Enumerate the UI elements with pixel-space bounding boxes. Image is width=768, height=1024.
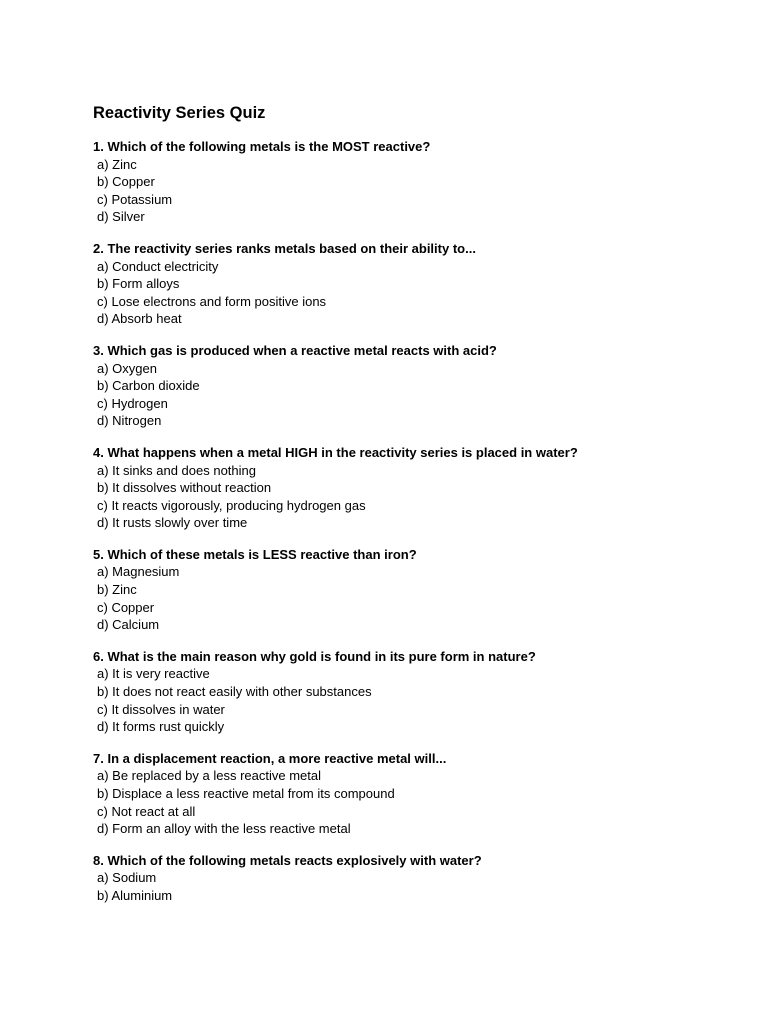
question-6	[93, 648, 733, 736]
answer-option: c) It dissolves in water	[97, 701, 225, 717]
question-4	[93, 444, 733, 532]
question-text: 6. What is the main reason why gold is found in its pure form in nature?	[93, 648, 536, 664]
answer-option: a) Magnesium	[97, 564, 180, 580]
answer-option: a) It sinks and does nothing	[97, 462, 256, 478]
answer-option: c) It reacts vigorously, producing hydrogen gas	[97, 497, 366, 513]
answer-option: a) It is very reactive	[97, 666, 210, 682]
question-3	[93, 342, 733, 430]
question-5	[93, 546, 733, 634]
document-title: Reactivity Series Quiz	[93, 104, 266, 122]
answer-option: c) Copper	[97, 599, 155, 615]
answer-option: d) Calcium	[97, 617, 160, 633]
answer-option: b) It dissolves without reaction	[97, 480, 272, 496]
answer-option: a) Conduct electricity	[97, 258, 219, 274]
answer-option: b) Carbon dioxide	[97, 378, 200, 394]
answer-option: b) Form alloys	[97, 276, 180, 292]
answer-option: b) Copper	[97, 174, 155, 190]
question-2	[93, 240, 733, 328]
document-page	[93, 103, 733, 919]
answer-option: d) Absorb heat	[97, 311, 182, 327]
answer-option: c) Not react at all	[97, 803, 196, 819]
answer-option: a) Oxygen	[97, 360, 157, 376]
question-text: 8. Which of the following metals reacts explosively with water?	[93, 852, 482, 868]
question-1	[93, 138, 733, 226]
answer-option: b) It does not react easily with other substances	[97, 684, 372, 700]
answer-option: d) It rusts slowly over time	[97, 515, 248, 531]
question-text: 2. The reactivity series ranks metals based on their ability to...	[93, 240, 476, 256]
question-7	[93, 750, 733, 838]
question-text: 3. Which gas is produced when a reactive metal reacts with acid?	[93, 342, 497, 358]
answer-option: d) Nitrogen	[97, 413, 162, 429]
question-text: 4. What happens when a metal HIGH in the reactivity series is placed in water?	[93, 444, 578, 460]
answer-option: a) Sodium	[97, 870, 157, 886]
answer-option: a) Zinc	[97, 156, 137, 172]
answer-option: c) Potassium	[97, 191, 173, 207]
answer-option: d) It forms rust quickly	[97, 719, 225, 735]
question-text: 7. In a displacement reaction, a more reactive metal will...	[93, 750, 447, 766]
answer-option: d) Form an alloy with the less reactive metal	[97, 821, 351, 837]
answer-option: d) Silver	[97, 209, 145, 225]
question-text: 1. Which of the following metals is the MOST reactive?	[93, 139, 431, 154]
answer-option: b) Zinc	[97, 582, 137, 598]
question-8	[93, 852, 733, 905]
question-text: 5. Which of these metals is LESS reactive than iron?	[93, 546, 417, 562]
answer-option: c) Hydrogen	[97, 395, 168, 411]
answer-option: b) Aluminium	[97, 887, 173, 903]
answer-option: a) Be replaced by a less reactive metal	[97, 768, 321, 784]
answer-option: c) Lose electrons and form positive ions	[97, 293, 327, 309]
answer-option: b) Displace a less reactive metal from its compound	[97, 786, 395, 801]
